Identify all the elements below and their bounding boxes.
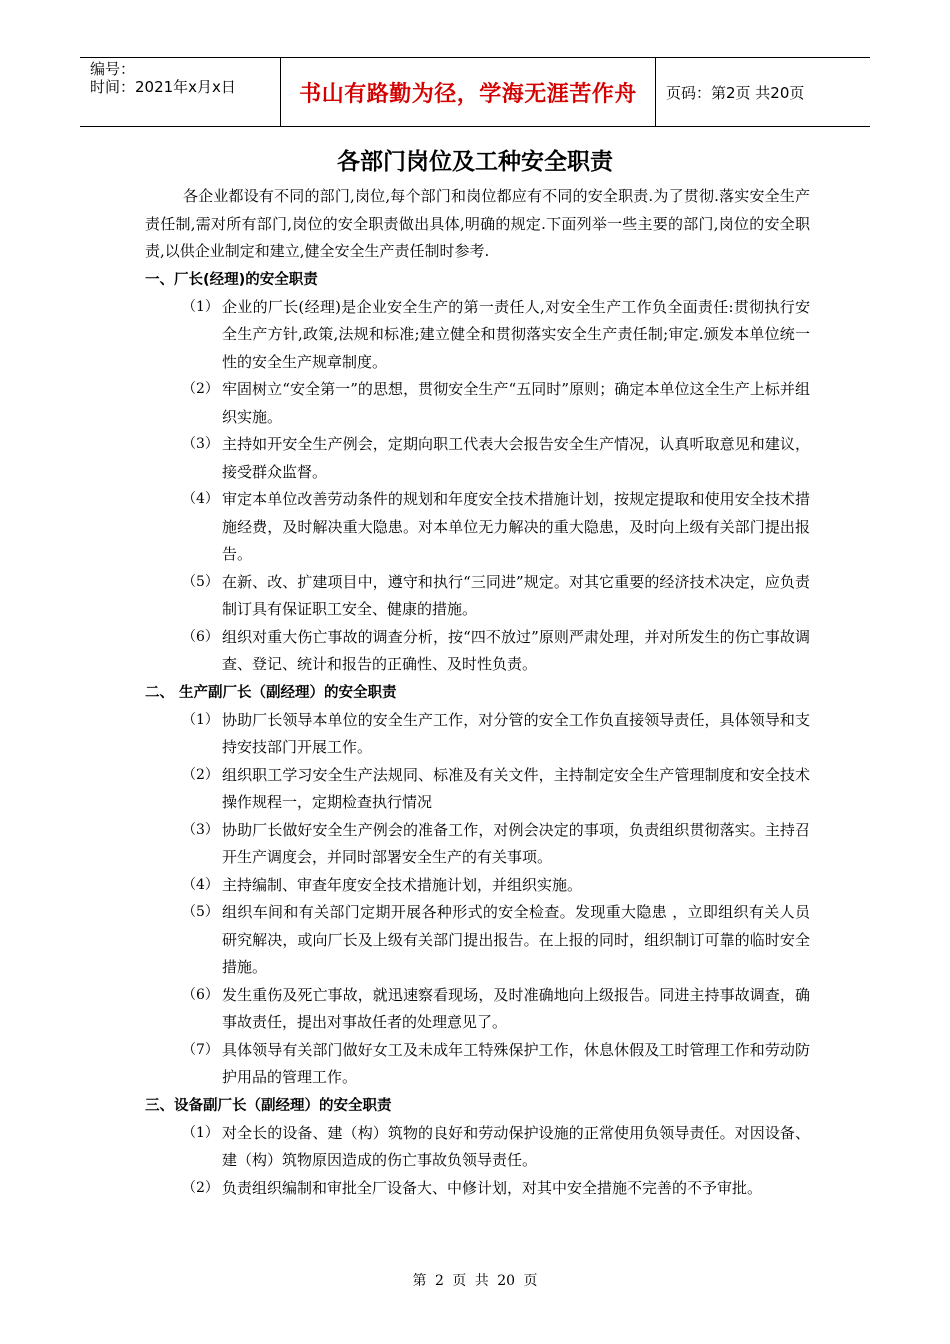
item-number: （3）	[182, 436, 219, 452]
motto-text: 书山有路勤为径，学海无涯苦作舟	[299, 81, 637, 107]
number-label: 编号：	[90, 60, 136, 78]
item-number: （1）	[182, 298, 219, 315]
item-text: 在新、改、扩建项目中，遵守和执行“三同进”规定。对其它重要的经济技术决定，应负责制订具有保证职工安全、健康的措施。	[222, 572, 810, 618]
item-text: 负责组织编制和审批全厂设备大、中修计划，对其中安全措施不完善的不予审批。	[222, 1178, 763, 1197]
list-item	[145, 1175, 810, 1203]
list-item	[145, 982, 810, 1037]
item-text: 组织对重大伤亡事故的调查分析，按“四不放过”原则严肃处理，并对所发生的伤亡事故调查、登记、统计和报告的正确性、及时性负责。	[222, 627, 810, 673]
item-number: （5）	[182, 573, 219, 590]
item-text: 组织车间和有关部门定期开展各种形式的安全检查。发现重大隐患 ，立即组织有关人员研究解决，或向厂长及上级有关部门提出报告。在上报的同时，组织制订可靠的临时安全措施。	[222, 903, 810, 976]
document-body	[145, 183, 810, 1202]
item-text: 审定本单位改善劳动条件的规划和年度安全技术措施计划，按规定提取和使用安全技术措施经费，及时解决重大隐患。对本单位无力解决的重大隐患，及时向上级有关部门提出报告。	[222, 490, 810, 563]
list-item	[145, 569, 810, 624]
list-item	[145, 762, 810, 817]
item-text: 企业的厂长(经理)是企业安全生产的第一责任人,对安全生产工作负全面责任:贯彻执行安全生产方针,政策,法规和标准;建立健全和贯彻落实安全生产责任制;审定.颁发本单位统一性的安全生产规章制度。	[222, 297, 810, 371]
time-label: 时间：2021年x月x日	[90, 78, 236, 96]
list-item	[145, 624, 810, 679]
item-number: （5）	[182, 904, 219, 920]
item-number: （6）	[182, 628, 219, 645]
item-number: （2）	[182, 766, 219, 783]
item-text: 牢固树立“安全第一”的思想，贯彻安全生产“五同时”原则；确定本单位这全生产上标并组织实施。	[222, 380, 810, 426]
list-item	[145, 486, 810, 569]
item-text: 对全长的设备、建（构）筑物的良好和劳动保护设施的正常使用负领导责任。对因设备、建（构）筑物原因造成的伤亡事故负领导责任。	[222, 1123, 810, 1169]
document-title: 各部门岗位及工种安全职责	[337, 149, 613, 175]
page-info-text: 页码：第2页 共20页	[666, 83, 805, 102]
item-number: （3）	[182, 821, 219, 838]
section-heading-1: 一、厂长(经理)的安全职责	[145, 271, 318, 288]
header-motto-cell	[281, 58, 656, 126]
item-text: 发生重伤及死亡事故，就迅速察看现场，及时准确地向上级报告。同进主持事故调查，确事故责任，提出对事故任者的处理意见了。	[222, 985, 810, 1031]
header-page-info	[656, 58, 870, 126]
item-text: 协助厂长领导本单位的安全生产工作，对分管的安全工作负直接领导责任，具体领导和支持安技部门开展工作。	[222, 710, 810, 756]
list-item	[145, 1037, 810, 1092]
item-text: 组织职工学习安全生产法规同、标准及有关文件，主持制定安全生产管理制度和安全技术操作规程一，定期检查执行情况	[222, 765, 810, 811]
list-item	[145, 376, 810, 431]
header-meta	[80, 58, 281, 126]
item-number: （4）	[182, 876, 219, 893]
list-item	[145, 431, 810, 486]
list-item	[145, 1120, 810, 1175]
list-item	[145, 899, 810, 982]
item-text: 主持编制、审查年度安全技术措施计划，并组织实施。	[222, 875, 583, 894]
item-number: （1）	[182, 1124, 219, 1141]
item-text: 协助厂长做好安全生产例会的准备工作，对例会决定的事项，负责组织贯彻落实。主持召开生产调度会，并同时部署安全生产的有关事项。	[222, 820, 810, 866]
item-text: 具体领导有关部门做好女工及未成年工特殊保护工作，休息休假及工时管理工作和劳动防护用品的管理工作。	[222, 1040, 810, 1086]
section-heading-2: 二、 生产副厂长（副经理）的安全职责	[145, 684, 397, 701]
section-heading-3: 三、设备副厂长（副经理）的安全职责	[145, 1097, 392, 1114]
page-header	[80, 57, 870, 127]
list-item	[145, 707, 810, 762]
item-number: （6）	[182, 986, 219, 1003]
item-number: （7）	[182, 1041, 219, 1058]
list-item	[145, 872, 810, 900]
item-number: （2）	[182, 381, 219, 397]
item-number: （4）	[182, 491, 219, 507]
item-number: （2）	[182, 1179, 219, 1196]
item-number: （1）	[182, 711, 219, 728]
intro-paragraph: 各企业都设有不同的部门,岗位,每个部门和岗位都应有不同的安全职责.为了贯彻.落实安全生产责任制,需对所有部门,岗位的安全职责做出具体,明确的规定.下面列举一些主要的部门,岗位的安全职责,以供企业制定和建立,健全安全生产责任制时参考.	[145, 187, 810, 260]
item-text: 主持如开安全生产例会，定期向职工代表大会报告安全生产情况，认真听取意见和建议，接受群众监督。	[222, 435, 810, 481]
list-item	[145, 294, 810, 377]
page-footer: 第 2 页 共 20 页	[412, 1273, 538, 1289]
list-item	[145, 817, 810, 872]
